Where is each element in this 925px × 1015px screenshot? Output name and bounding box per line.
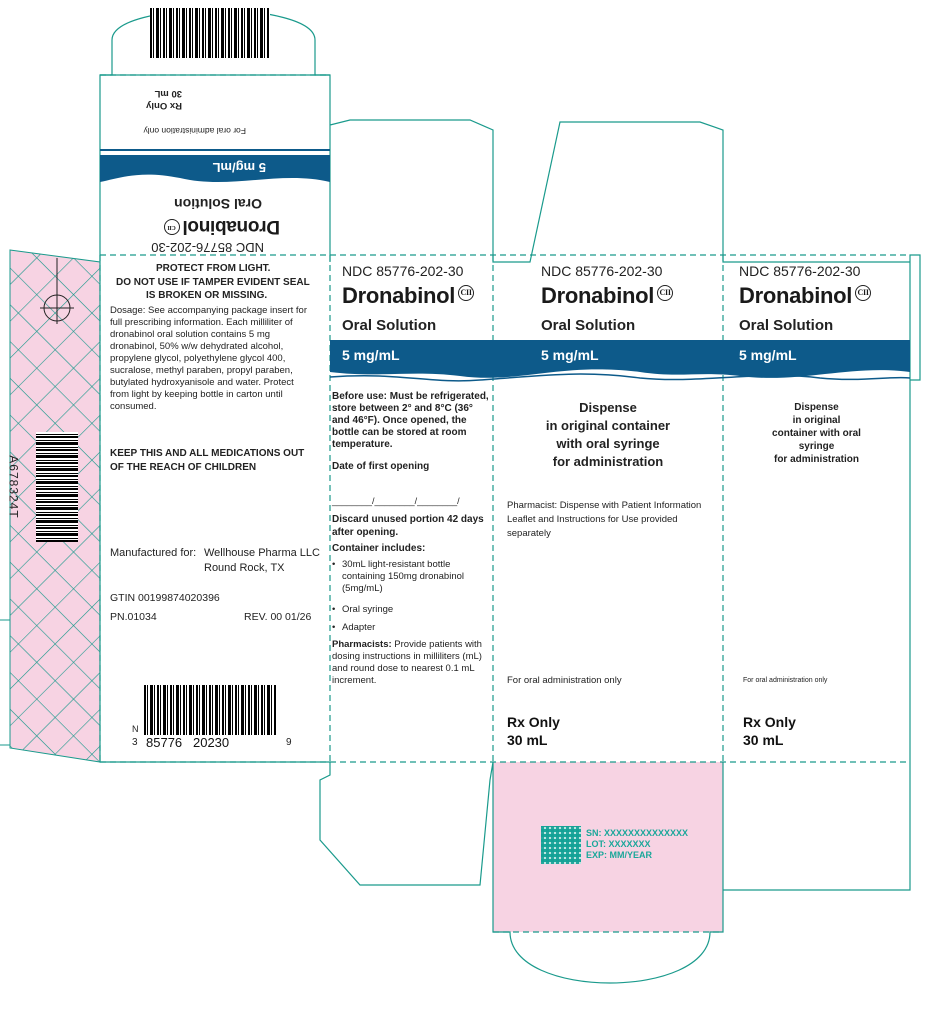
panel-b-route: For oral administration only bbox=[507, 675, 622, 686]
serial-number: SN: XXXXXXXXXXXXXX bbox=[586, 828, 689, 838]
cii-symbol: CII bbox=[657, 285, 673, 301]
dosage-text bbox=[110, 305, 307, 413]
warning-seal-2: IS BROKEN OR MISSING. bbox=[146, 290, 268, 301]
dispense-line: Dispense bbox=[579, 400, 637, 415]
panel-info bbox=[330, 255, 493, 762]
dosage-line: dronabinol oral solution contains 5 mg bbox=[110, 329, 271, 340]
panel-c-route: For oral administration only bbox=[743, 677, 828, 684]
warning-seal-1: DO NOT USE IF TAMPER EVIDENT SEAL bbox=[116, 277, 310, 288]
dosage-line: sucralose, methyl paraben, propyl paraben, bbox=[110, 365, 293, 376]
panel-c-volume: 30 mL bbox=[743, 732, 784, 748]
manufactured-label: Manufactured for: bbox=[110, 547, 197, 559]
cii-symbol: CII bbox=[855, 285, 871, 301]
top-rx-only: Rx Only bbox=[146, 100, 182, 111]
upc-barcode bbox=[144, 685, 276, 735]
pharmacists-note-2: dosing instructions in milliliters (mL) bbox=[332, 651, 482, 662]
pharmacists-note-3: and round dose to nearest 0.1 mL bbox=[332, 663, 475, 674]
panel-a-strength: 5 mg/mL bbox=[342, 347, 400, 363]
panel-front bbox=[493, 255, 723, 762]
storage-text bbox=[332, 391, 489, 451]
include-adapter: Adapter bbox=[342, 622, 376, 633]
pharmacists-label: Pharmacists: bbox=[332, 639, 392, 650]
panel-b-volume: 30 mL bbox=[507, 732, 548, 748]
top-dosage-form: Oral Solution bbox=[174, 196, 262, 212]
panel-b-ndc: NDC 85776-202-30 bbox=[541, 263, 663, 279]
dosage-line: from light by keeping bottle in carton until bbox=[110, 389, 283, 400]
top-ndc: NDC 85776-202-30 bbox=[151, 240, 264, 255]
storage-line: Before use: Must be refrigerated, bbox=[332, 391, 489, 402]
dispense-line: with oral syringe bbox=[556, 436, 660, 451]
cii-symbol: CII bbox=[458, 285, 474, 301]
cii-symbol: CII bbox=[164, 219, 180, 235]
date-first-opening: Date of first opening bbox=[332, 461, 430, 472]
lot-number: LOT: XXXXXXX bbox=[586, 839, 651, 849]
top-drug-name: DronabinolCII bbox=[164, 215, 280, 237]
dispense-line: container with oral bbox=[772, 428, 861, 439]
manufacturer-name: Wellhouse Pharma LLC bbox=[204, 547, 320, 559]
dosage-line: consumed. bbox=[110, 401, 157, 412]
dispense-line: syringe bbox=[798, 441, 835, 452]
expiry-date: EXP: MM/YEAR bbox=[586, 850, 653, 860]
revision: REV. 00 01/26 bbox=[244, 611, 312, 623]
discard-2: after opening. bbox=[332, 527, 399, 538]
include-bullet: • bbox=[332, 604, 336, 615]
include-bullet: • bbox=[332, 622, 336, 633]
panel-c-drug-name: Dronabinol CII bbox=[739, 283, 871, 309]
upc-n: N bbox=[132, 724, 139, 734]
upc-digits: 85776 20230 bbox=[146, 735, 230, 750]
keep-away-1: KEEP THIS AND ALL MEDICATIONS OUT bbox=[110, 448, 305, 459]
pharmacist-dispense-1: Pharmacist: Dispense with Patient Information bbox=[507, 500, 702, 511]
panel-b-strength: 5 mg/mL bbox=[541, 347, 599, 363]
top-route: For oral administration only bbox=[143, 126, 246, 136]
dosage-line: Dosage: See accompanying package insert for bbox=[110, 305, 307, 316]
panel-b-drug-name: Dronabinol CII bbox=[541, 283, 673, 309]
glue-flap-code: A678324T bbox=[6, 455, 21, 519]
storage-line: store between 2° and 8°C (36° bbox=[332, 403, 473, 414]
dosage-line: butylated hydroxyanisole and water. Protect bbox=[110, 377, 294, 388]
storage-line: bottle can be stored at room bbox=[332, 427, 467, 438]
panel-c-ndc: NDC 85776-202-30 bbox=[739, 263, 861, 279]
pharmacist-dispense-3: separately bbox=[507, 528, 551, 539]
top-flap-content bbox=[100, 75, 330, 255]
dispense-block bbox=[493, 399, 723, 471]
panel-c-dispense-block bbox=[723, 401, 910, 466]
dispense-line: for administration bbox=[773, 454, 859, 465]
side-panel bbox=[100, 255, 330, 762]
part-number: PN.01034 bbox=[110, 611, 157, 623]
discard-1: Discard unused portion 42 days bbox=[332, 514, 484, 525]
keep-away-2: OF THE REACH OF CHILDREN bbox=[110, 462, 257, 473]
dispense-line: Dispense bbox=[794, 402, 839, 413]
dosage-line: full prescribing information. Each milliliter of bbox=[110, 317, 293, 328]
include-syringe: Oral syringe bbox=[342, 604, 394, 615]
panel-c-rx-only: Rx Only bbox=[743, 714, 796, 730]
panel-a-dosage-form: Oral Solution bbox=[342, 317, 437, 334]
serialization-block bbox=[586, 828, 688, 861]
pharmacists-note-4: increment. bbox=[332, 675, 377, 686]
panel-side-right bbox=[723, 255, 910, 762]
gtin: GTIN 00199874020396 bbox=[110, 592, 220, 604]
storage-line: temperature. bbox=[332, 439, 393, 450]
dispense-line: in original container bbox=[545, 418, 671, 433]
upc-check: 9 bbox=[286, 737, 292, 748]
dosage-line: propylene glycol, polyethylene glycol 400, bbox=[110, 353, 286, 364]
dispense-line: in original bbox=[792, 415, 841, 426]
include-bottle-2: containing 150mg dronabinol bbox=[342, 571, 465, 582]
date-blank[interactable]: ________/________/________/ bbox=[332, 496, 460, 506]
panel-c-dosage-form: Oral Solution bbox=[739, 317, 834, 334]
pharmacists-text: Provide patients with bbox=[391, 639, 482, 650]
top-barcode bbox=[150, 8, 270, 58]
panel-a-ndc: NDC 85776-202-30 bbox=[342, 263, 464, 279]
dosage-line: dronabinol, 50% w/w dehydrated alcohol, bbox=[110, 341, 284, 352]
dispense-line: for administration bbox=[552, 454, 664, 469]
container-includes: Container includes: bbox=[332, 543, 426, 554]
manufacturer-city: Round Rock, TX bbox=[204, 562, 285, 574]
include-bottle-3: (5mg/mL) bbox=[342, 583, 383, 594]
top-strength: 5 mg/mL bbox=[212, 160, 266, 175]
storage-line: and 46°F). Once opened, the bbox=[332, 415, 467, 426]
upc-lead: 3 bbox=[132, 737, 138, 748]
panel-b-rx-only: Rx Only bbox=[507, 714, 560, 730]
panel-b-dosage-form: Oral Solution bbox=[541, 317, 636, 334]
top-volume: 30 mL bbox=[154, 88, 182, 99]
panel-c-strength: 5 mg/mL bbox=[739, 347, 797, 363]
glue-flap-barcode bbox=[36, 432, 78, 542]
panel-a-drug-name: Dronabinol CII bbox=[342, 283, 474, 309]
warning-light: PROTECT FROM LIGHT. bbox=[156, 263, 271, 274]
pharmacist-dispense-2: Leaflet and Instructions for Use provided bbox=[507, 514, 678, 525]
include-bullet: • bbox=[332, 559, 336, 570]
pharmacists-note-1 bbox=[332, 639, 482, 651]
datamatrix-code bbox=[541, 826, 581, 864]
include-bottle-1: 30mL light-resistant bottle bbox=[342, 559, 451, 570]
